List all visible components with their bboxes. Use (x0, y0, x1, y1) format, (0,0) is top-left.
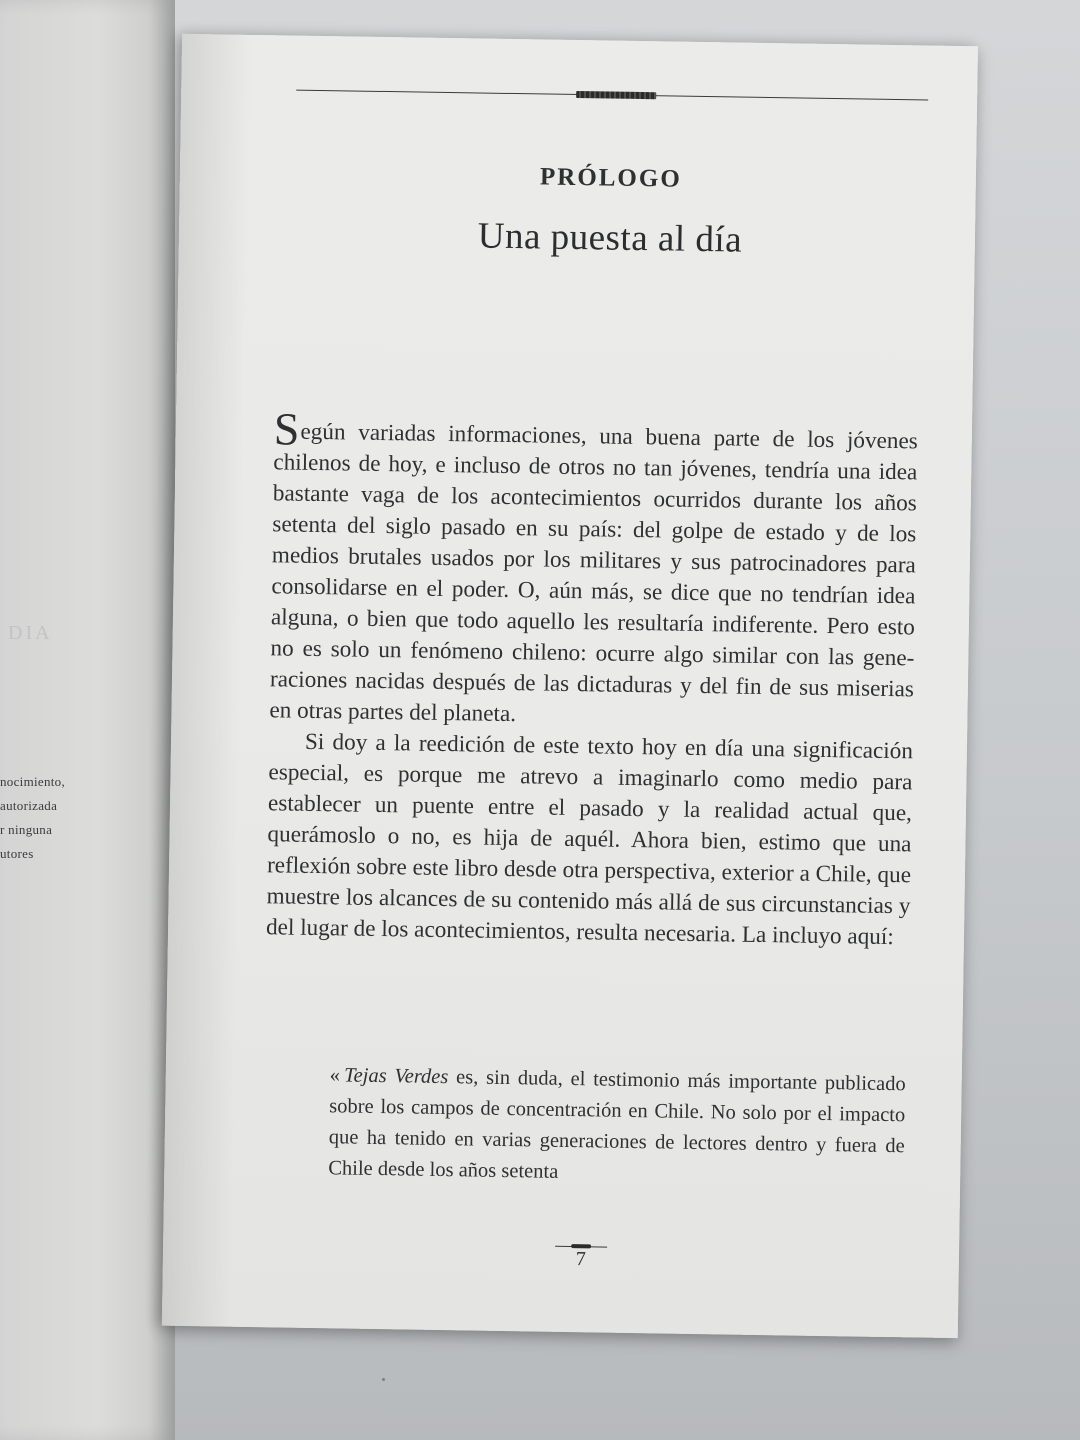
page-number: 7 (575, 1248, 587, 1271)
section-label: PRÓLOGO (539, 163, 682, 193)
left-fragment-2: autorizada (0, 798, 58, 813)
quote-open-mark: « (329, 1064, 341, 1087)
paragraph-1-text: egún variadas informaciones, una buena parte de los jóvenes chilenos de hoy, e incluso de otros no tan jóvenes, tendría una idea bastante vaga de los acontecimientos ocurridos durante los años setenta del siglo pasado en su país: del golpe de estado y de los medios brutales usados por los militares y sus patrocinadores para consolidarse en el poder. O, aún más, se dice que no tendrían idea alguna, o bien que todo aquello les resultaría indiferente. Pero esto no es solo un fenómeno chileno: ocurre algo similar con las generaciones nacidas después de las dictaduras y del fin de sus miserias en otras partes del planeta. (269, 418, 918, 728)
right-page (162, 34, 978, 1338)
left-page (0, 0, 175, 1440)
left-fragment-4: utores (0, 846, 34, 861)
chapter-title: Una puesta al día (477, 215, 743, 261)
initial-letter: S (273, 403, 300, 455)
quote-text: es, sin duda, el testimonio más importante publicado sobre los campos de concentración en Chile. No solo por el impacto que ha tenido en varias generaciones de lectores dentro y fuera de Chile desde los años setenta (328, 1066, 906, 1183)
paragraph-1 (269, 403, 918, 736)
left-fragment-3: r ninguna (0, 822, 53, 837)
left-fragment-1: nocimiento, (0, 774, 66, 789)
block-quote (328, 1060, 906, 1193)
header-ornament (576, 91, 656, 99)
left-page-bleed-through: DIA (8, 622, 53, 644)
dust-speck (382, 1378, 385, 1381)
quote-book-title: Tejas Verdes (343, 1064, 449, 1089)
body-text (265, 403, 918, 953)
paragraph-2: Si doy a la reedición de este texto hoy en día una significación especial, es porque me atrevo a imaginarlo como medio para establecer un puente entre el pasado y la realidad actual que, querámoslo o no, es hija de aquél. Ahora bien, estimo que una reflexión sobre este libro desde otra perspectiva, exterior a Chile, que muestre los alcances de su contenido más allá de sus circunstancias y del lugar de los acontecimientos, resulta necesaria. La incluyo aquí: (265, 728, 914, 951)
left-page-text (0, 770, 150, 866)
